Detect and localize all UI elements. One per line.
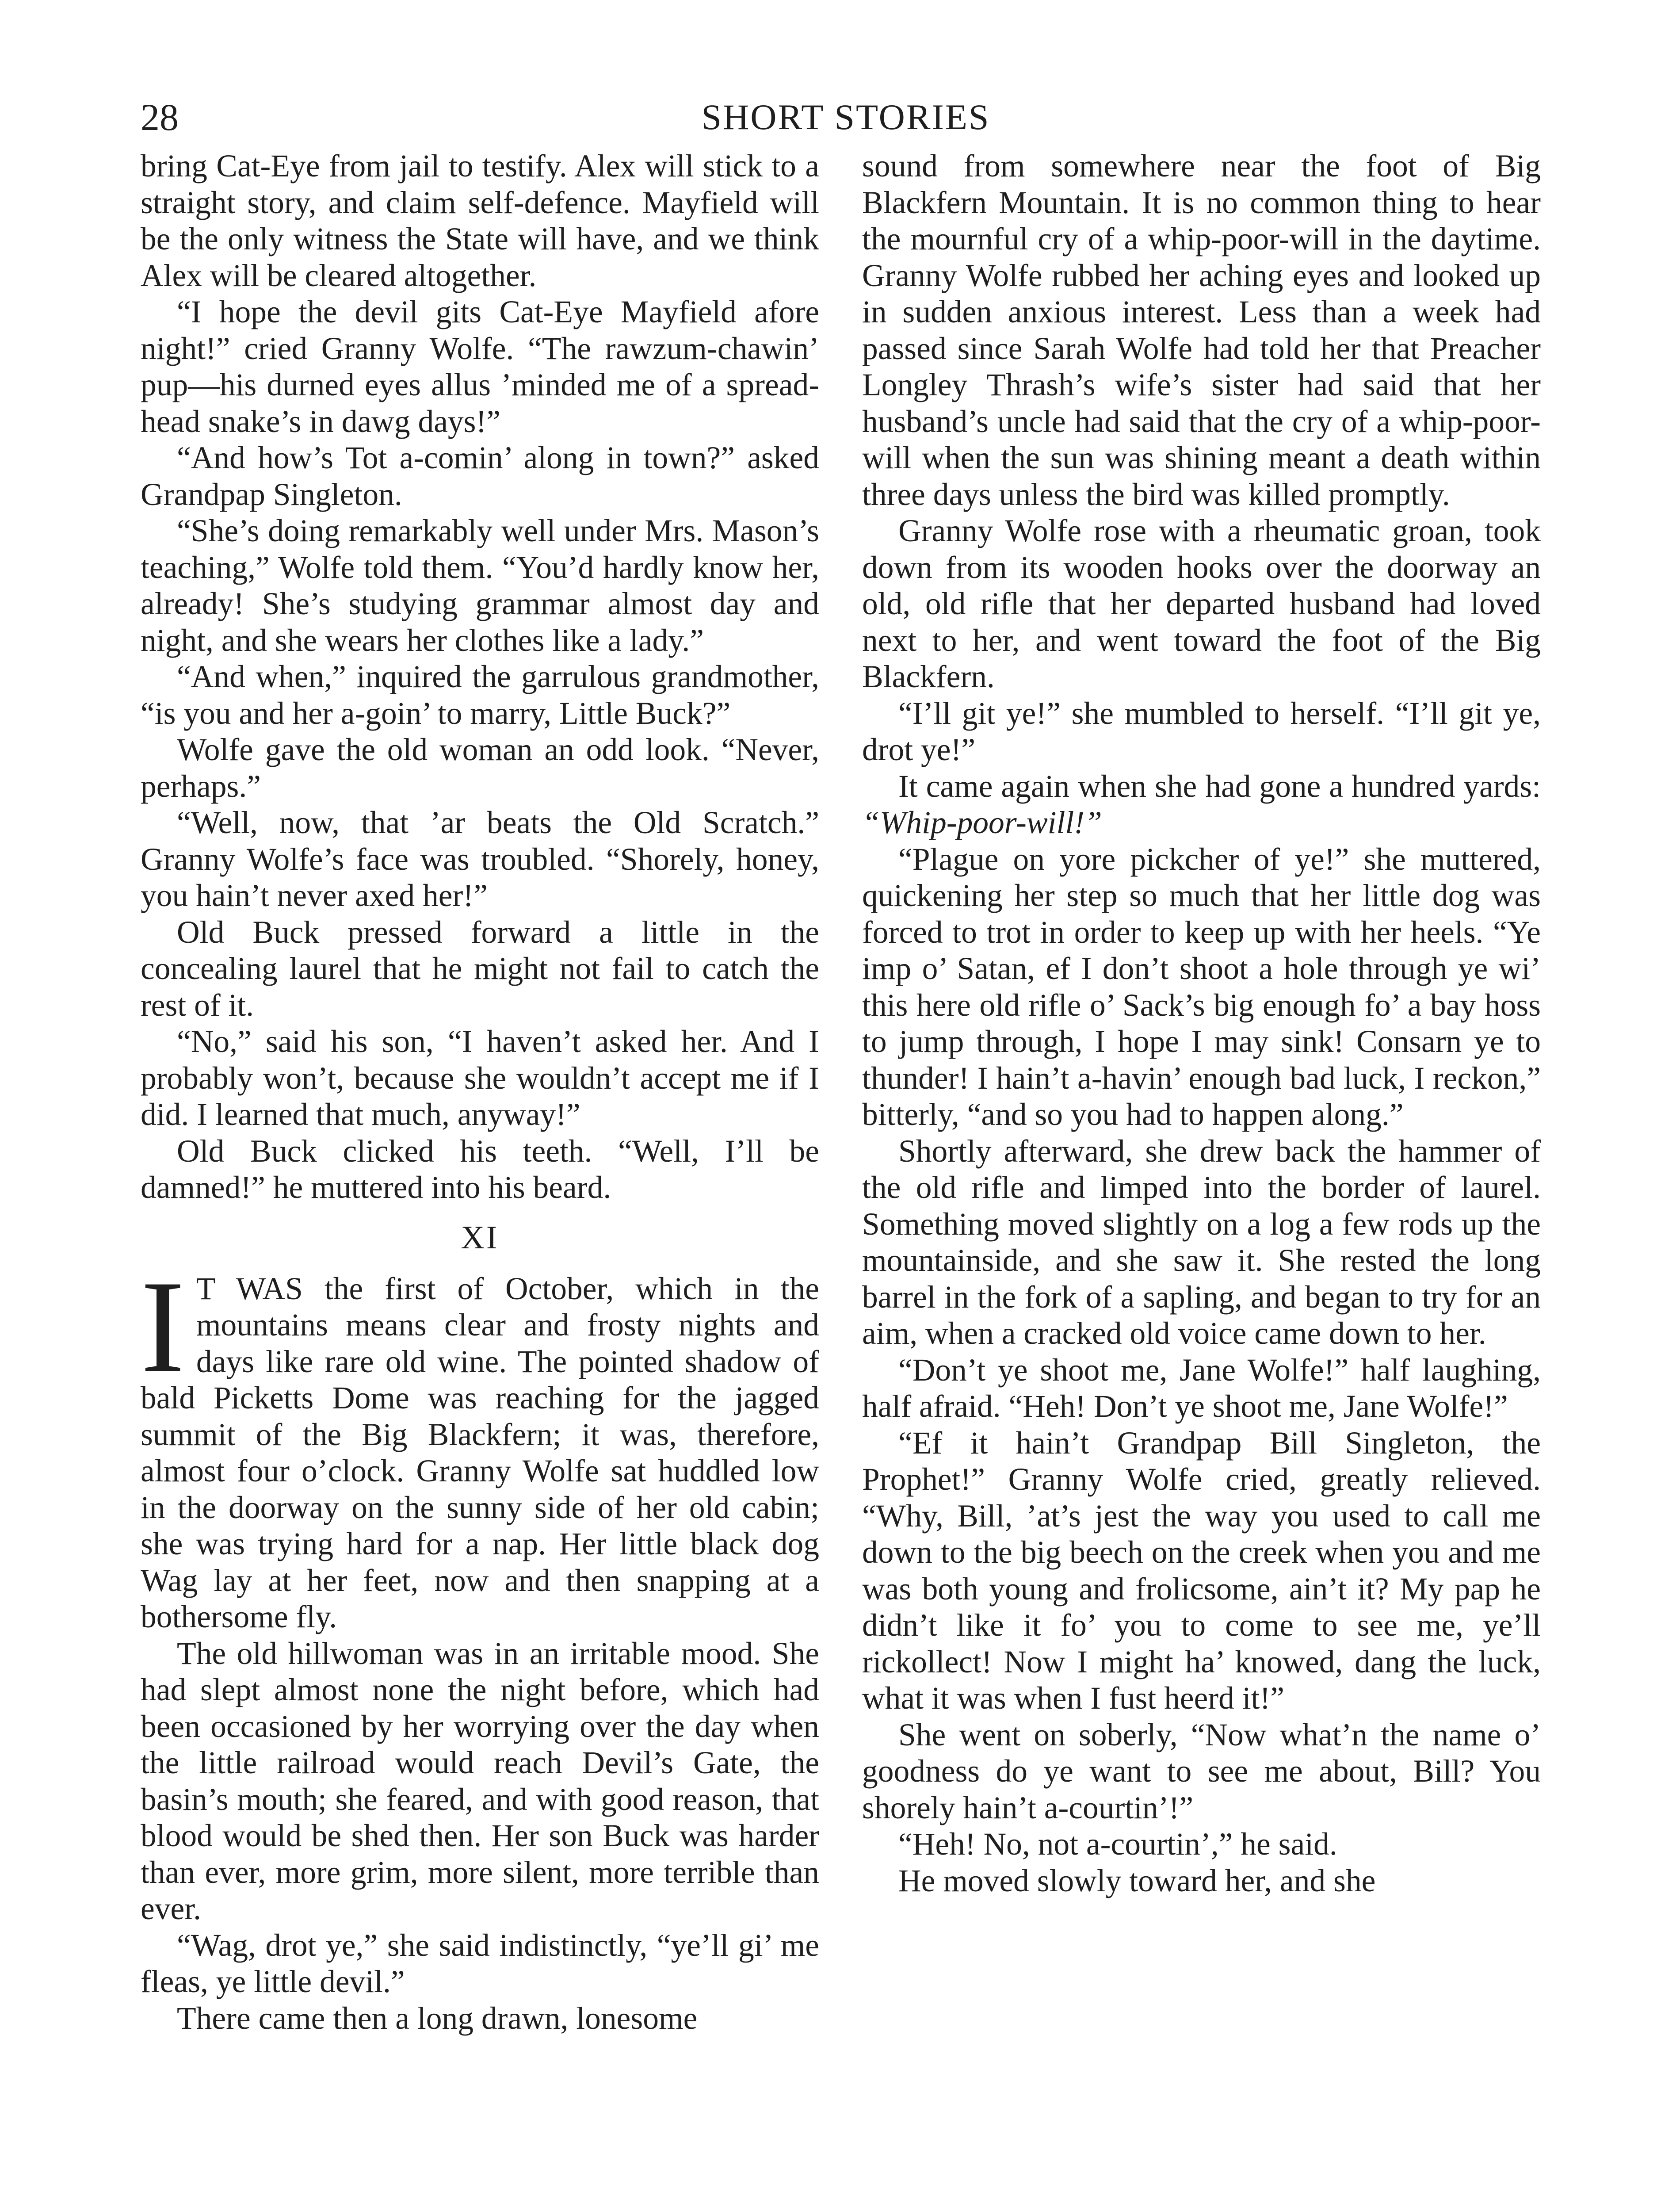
paragraph: “And when,” inquired the garrulous grandmother, “is you and her a-goin’ to marry, Little Buck?” [141,659,819,731]
paragraph: “Plague on yore pickcher of ye!” she muttered, quickening her step so much that her little dog was forced to trot in order to keep up with her heels. “Ye imp o’ Satan, ef I don’t shoot a hole through ye wi’ this here old rifle o’ Sack’s big enough fo’ a bay hoss to jump through, I hope I may sink! Consarn ye to thunder! I hain’t a-havin’ enough bad luck, I reckon,” bitterly, “and so you had to happen along.” [862,842,1541,1132]
paragraph: Old Buck pressed forward a little in the concealing laurel that he might not fail to catch the rest of it. [141,914,819,1023]
running-title: SHORT STORIES [701,97,990,137]
paragraph: Wolfe gave the old woman an odd look. “Never, perhaps.” [141,732,819,804]
section-opening-text: T WAS the first of October, which in the mountains means clear and frosty nights and days like rare old wine. The pointed shadow of bald Picketts Dome was reaching for the jagged summit of the Big Blackfern; it was, therefore, almost four o’clock. Granny Wolfe sat huddled low in the doorway on the sunny side of her old cabin; she was trying hard for a nap. Her little black dog Wag lay at her feet, now and then snapping at a bothersome fly. [141,1271,819,1634]
right-column [862,148,1541,1899]
paragraph: He moved slowly toward her, and she [898,1863,1376,1898]
paragraph: There came then a long drawn, lonesome [177,2001,698,2036]
paragraph: bring Cat-Eye from jail to testify. Alex will stick to a straight story, and claim self-defence. Mayfield will be the only witness the State will have, and we think Alex will be cleared altogether. [141,149,819,293]
paragraph [862,769,1541,842]
paragraph: “Don’t ye shoot me, Jane Wolfe!” half laughing, half afraid. “Heh! Don’t ye shoot me, Jane Wolfe!” [862,1352,1541,1424]
paragraph: “Ef it hain’t Grandpap Bill Singleton, the Prophet!” Granny Wolfe cried, greatly relieved. “Why, Bill, ’at’s jest the way you used to call me down to the big beech on the creek when you and me was both young and frolicsome, ain’t it? My pap he didn’t like it fo’ you to come to see me, ye’ll rickollect! Now I might ha’ knowed, dang the luck, what it was when I fust heerd it!” [862,1425,1541,1716]
paragraph: “Wag, drot ye,” she said indistinctly, “ye’ll gi’ me fleas, ye little devil.” [141,1928,819,1999]
paragraph: “No,” said his son, “I haven’t asked her. And I probably won’t, because she wouldn’t accept me if I did. I learned that much, anyway!” [141,1024,819,1132]
paragraph: Old Buck clicked his teeth. “Well, I’ll be damned!” he muttered into his beard. [141,1133,819,1205]
left-column [141,148,819,2037]
italic-call: “Whip-poor-will!” [862,805,1102,840]
section-opening-paragraph [141,1253,819,1636]
paragraph: “Heh! No, not a-courtin’,” he said. [898,1827,1337,1862]
paragraph: She went on soberly, “Now what’n the name o’ goodness do ye want to see me about, Bill? You shorely hain’t a-courtin’!” [862,1717,1541,1825]
paragraph: sound from somewhere near the foot of Big Blackfern Mountain. It is no common thing to hear the mournful cry of a whip-poor-will in the daytime. Granny Wolfe rubbed her aching eyes and looked up in sudden anxious interest. Less than a week had passed since Sarah Wolfe had told her that Preacher Longley Thrash’s wife’s sister had said that her husband’s uncle had said that the cry of a whip-poor-will when the sun was shining meant a death within three days unless the bird was killed promptly. [862,149,1541,512]
paragraph: “I hope the devil gits Cat-Eye Mayfield afore night!” cried Granny Wolfe. “The rawzum-chawin’ pup—his durned eyes allus ’minded me of a spread-head snake’s in dawg days!” [141,295,819,439]
paragraph: “And how’s Tot a-comin’ along in town?” asked Grandpap Singleton. [141,440,819,512]
paragraph-text: It came again when she had gone a hundred yards: [898,769,1541,804]
paragraph: “Well, now, that ’ar beats the Old Scratch.” Granny Wolfe’s face was troubled. “Shorely, honey, you hain’t never axed her!” [141,805,819,913]
paragraph: “She’s doing remarkably well under Mrs. Mason’s teaching,” Wolfe told them. “You’d hardly know her, already! She’s studying grammar almost day and night, and she wears her clothes like a lady.” [141,513,819,658]
chapter-heading: XI [461,1219,499,1256]
page-number: 28 [141,96,179,138]
paragraph: The old hillwoman was in an irritable mood. She had slept almost none the night before, which had been occasioned by her worrying over the day when the little railroad would reach Devil’s Gate, the basin’s mouth; she feared, and with good reason, that blood would be shed then. Her son Buck was harder than ever, more grim, more silent, more terrible than ever. [141,1636,819,1926]
paragraph: “I’ll git ye!” she mumbled to herself. “I’ll git ye, drot ye!” [862,696,1541,767]
paragraph: Shortly afterward, she drew back the hammer of the old rifle and limped into the border of laurel. Something moved slightly on a log a few rods up the mountainside, and she saw it. She rested the long barrel in the fork of a sapling, and began to try for an aim, when a cracked old voice came down to her. [862,1133,1541,1351]
paragraph: Granny Wolfe rose with a rheumatic groan, took down from its wooden hooks over the doorway an old, old rifle that her departed husband had loved next to her, and went toward the foot of the Big Blackfern. [862,513,1541,694]
drop-cap: I [141,1253,185,1400]
page-header [141,91,1551,144]
